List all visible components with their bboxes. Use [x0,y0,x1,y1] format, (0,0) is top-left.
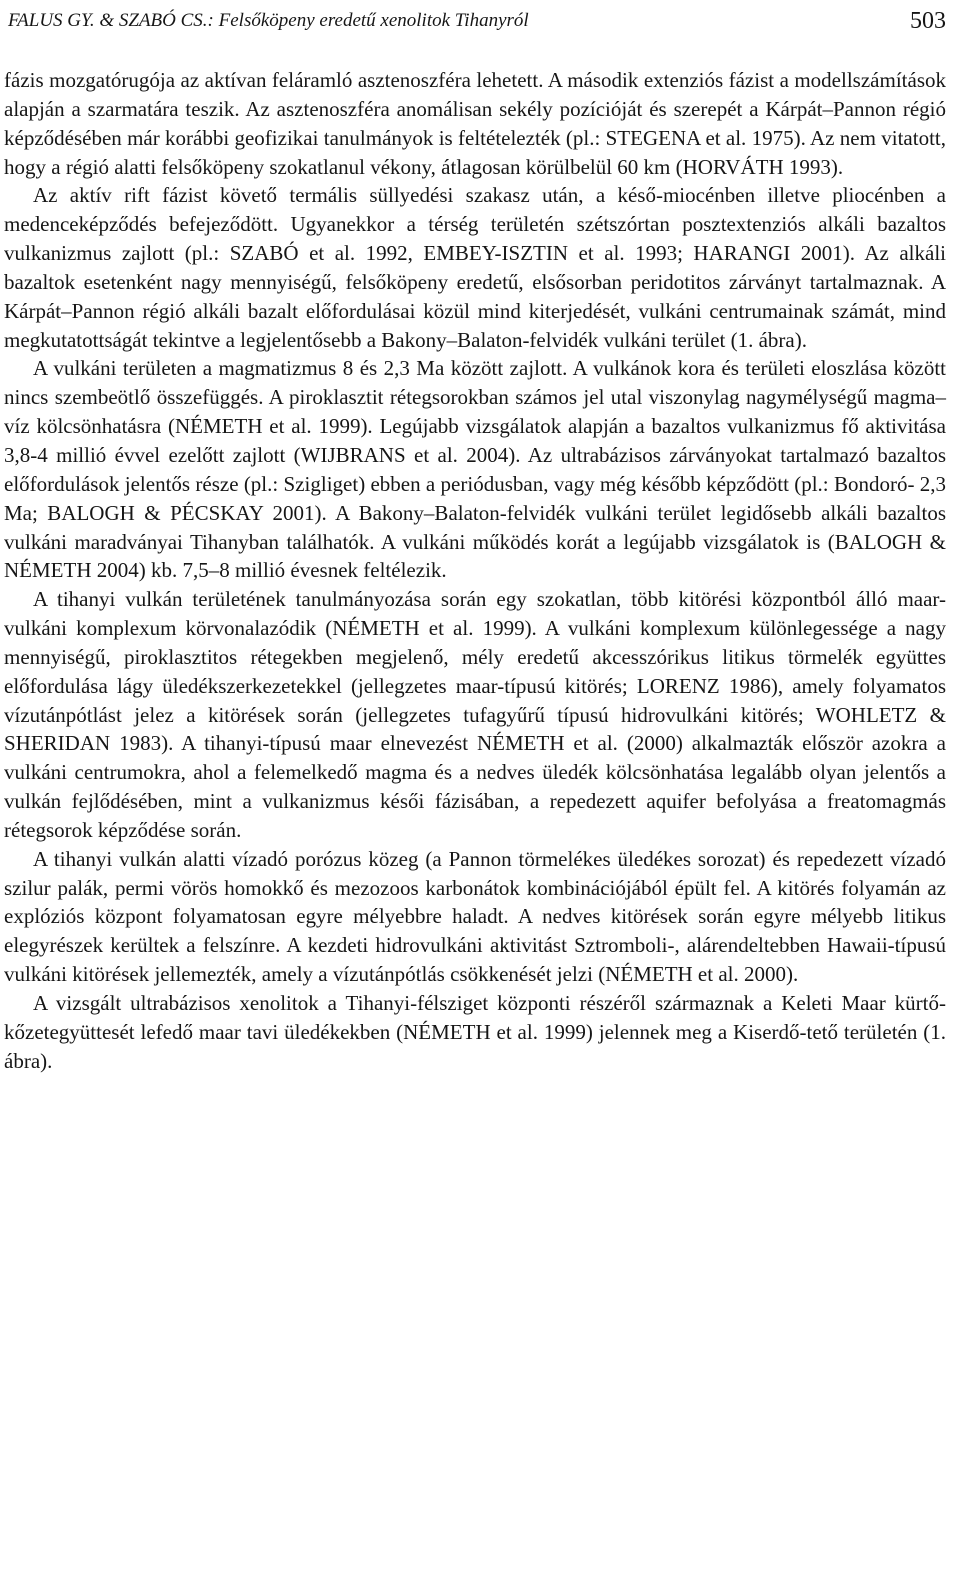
body-text [4,66,946,1076]
page-number: 503 [910,8,946,34]
paragraph-continued: fázis mozgatórugója az aktívan feláramló asztenoszféra lehetett. A második extenziós fázist a modellszámítások alapján a szarmatára teszik. Az asztenoszféra anomálisan sekély pozícióját és szerepét a Kárpát–Pannon régió képződésében már korábbi geofizikai tanulmányok is feltételezték (pl.: STEGENA et al. 1975). Az nem vitatott, hogy a régió alatti felsőköpeny szokatlanul vékony, átlagosan körülbelül 60 km (HORVÁTH 1993). [4,68,946,179]
paragraph: A vulkáni területen a magmatizmus 8 és 2,3 Ma között zajlott. A vulkánok kora és területi eloszlása között nincs szembeötlő összefüggés. A piroklasztit rétegsorokban számos jel utal viszonylag nagymélységű magma–víz kölcsönhatásra (NÉMETH et al. 1999). Legújabb vizsgálatok alapján a bazaltos vulkanizmus fő aktivitása 3,8-4 millió évvel ezelőtt zajlott (WIJBRANS et al. 2004). Az ultrabázisos zárványokat tartalmazó bazaltos előfordulások jelentős része (pl.: Szigliget) ebben a periódusban, vagy még később képződött (pl.: Bondoró- 2,3 Ma; BALOGH & PÉCSKAY 2001). A Bakony–Balaton-felvidék vulkáni terület legidősebb alkáli bazaltos vulkáni maradványai Tihanyban találhatók. A vulkáni működés korát a legújabb vizsgálatok is (BALOGH & NÉMETH 2004) kb. 7,5–8 millió évesnek feltélezik. [4,356,946,583]
paragraph: Az aktív rift fázist követő termális süllyedési szakasz után, a késő-miocénben illetve pliocénben a medenceképződés befejeződött. Ugyanekkor a térség területén szétszórtan posztextenziós alkáli bazaltos vulkanizmus zajlott (pl.: SZABÓ et al. 1992, EMBEY-ISZTIN et al. 1993; HARANGI 2001). Az alkáli bazaltok esetenként nagy mennyiségű, felsőköpeny eredetű, elsősorban peridotitos zárványt tartalmaznak. A Kárpát–Pannon régió alkáli bazalt előfordulásai közül mind kiterjedését, vulkáni centrumainak számát, mind megkutatottságát tekintve a legjelentősebb a Bakony–Balaton-felvidék vulkáni terület (1. ábra). [4,183,946,352]
running-head [8,6,946,36]
running-head-title: FALUS GY. & SZABÓ CS.: Felsőköpeny eredetű xenolitok Tihanyról [8,10,529,31]
paragraph: A tihanyi vulkán alatti vízadó porózus közeg (a Pannon törmelékes üledékes sorozat) és repedezett vízadó szilur palák, permi vörös homokkő és mezozoos karbonátok kombinációjából épült fel. A kitörés folyamán az explóziós központ folyamatosan egyre mélyebbre haladt. A nedves kitörések során egyre mélyebb litikus elegyrészek kerültek a felszínre. A kezdeti hidrovulkáni aktivitást Sztromboli-, alárendeltebben Hawaii-típusú vulkáni kitörések jellemezték, amely a vízutánpótlás csökkenését jelzi (NÉMETH et al. 2000). [4,846,946,987]
paragraph: A tihanyi vulkán területének tanulmányozása során egy szokatlan, több kitörési központból álló maar-vulkáni komplexum körvonalazódik (NÉMETH et al. 1999). A vulkáni komplexum különlegessége a nagy mennyiségű, piroklasztitos rétegekben megjelenő, mély eredetű akcesszórikus litikus törmelék együttes előfordulása lágy üledékszerkezetekkel (jellegzetes maar-típusú kitörés; LORENZ 1986), amely folyamatos vízutánpótlást jelez a kitörések során (jellegzetes tufagyűrű típusú hidrovulkáni kitörés; WOHLETZ & SHERIDAN 1983). A tihanyi-típusú maar elnevezést NÉMETH et al. (2000) alkalmazták először azokra a vulkáni centrumokra, ahol a felemelkedő magma és a nedves üledék kölcsönhatása legalább olyan jelentős a vulkán fejlődésében, mint a vulkanizmus késői fázisában, a repedezett aquifer befolyása a freatomagmás rétegsorok képződése során. [4,587,946,842]
paragraph: A vizsgált ultrabázisos xenolitok a Tihanyi-félsziget központi részéről származnak a Keleti Maar kürtő-kőzetegyüttesét lefedő maar tavi üledékekben (NÉMETH et al. 1999) jelennek meg a Kiserdő-tető területén (1. ábra). [4,991,946,1073]
